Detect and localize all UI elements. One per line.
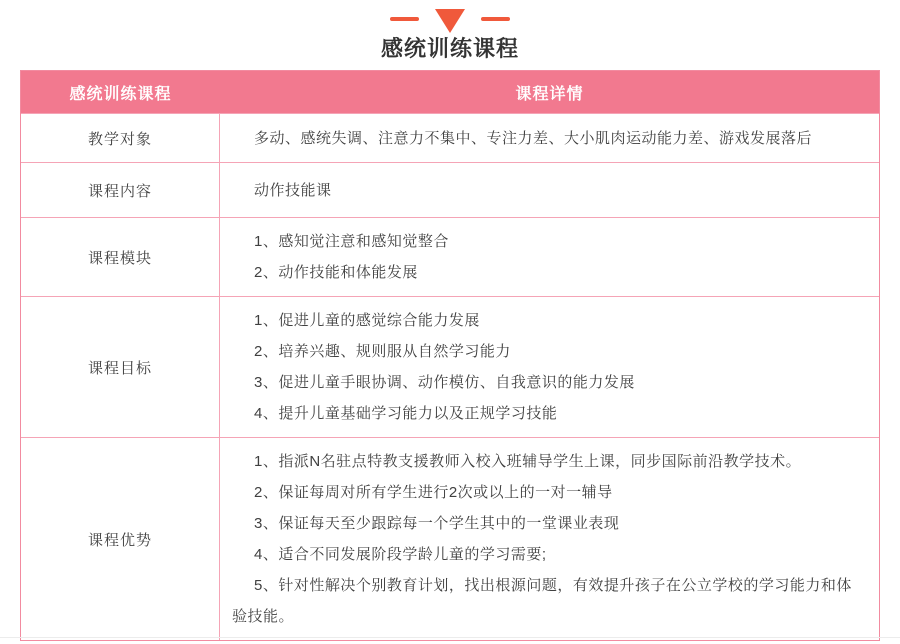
- dash-icon: [390, 17, 419, 21]
- table-row: [21, 296, 879, 437]
- table-header-details: 课程详情: [515, 85, 584, 103]
- content-line: 1、促进儿童的感觉综合能力发展: [254, 312, 480, 329]
- course-table-rows: [21, 113, 879, 640]
- row-content: [220, 114, 879, 162]
- row-content: [220, 218, 879, 296]
- content-line: 1、指派N名驻点特教支援教师入校入班辅导学生上课，同步国际前沿教学技术。: [254, 453, 802, 470]
- table-header-row: [21, 71, 879, 113]
- table-row: [21, 162, 879, 217]
- content-line: 4、适合不同发展阶段学龄儿童的学习需要;: [254, 546, 547, 563]
- row-label: 课程目标: [21, 297, 220, 437]
- row-label: 课程模块: [21, 218, 220, 296]
- content-line: 多动、感统失调、注意力不集中、专注力差、大小肌肉运动能力差、游戏发展落后: [254, 129, 813, 147]
- content-line: 5、针对性解决个别教育计划，找出根源问题，有效提升孩子在公立学校的学习能力和体验技能。: [232, 577, 852, 625]
- triangle-down-icon: [435, 9, 465, 33]
- content-line: 3、保证每天至少跟踪每一个学生其中的一堂课业表现: [254, 515, 620, 532]
- row-content: [220, 297, 879, 437]
- table-row: [21, 437, 879, 640]
- section-decor: [0, 0, 900, 28]
- dash-icon: [481, 17, 510, 21]
- row-label: 课程优势: [21, 438, 220, 640]
- row-label: 教学对象: [21, 114, 220, 162]
- row-content: [220, 163, 879, 217]
- row-label: 课程内容: [21, 163, 220, 217]
- content-line: 3、促进儿童手眼协调、动作模仿、自我意识的能力发展: [254, 374, 635, 391]
- content-line: 2、保证每周对所有学生进行2次或以上的一对一辅导: [254, 484, 613, 501]
- row-content: [220, 438, 879, 640]
- content-line: 2、动作技能和体能发展: [254, 264, 418, 281]
- bottom-divider: [0, 637, 900, 638]
- content-line: 2、培养兴趣、规则服从自然学习能力: [254, 343, 511, 360]
- table-row: [21, 217, 879, 296]
- content-line: 动作技能课: [254, 181, 332, 199]
- table-row: [21, 113, 879, 162]
- content-line: 1、感知觉注意和感知觉整合: [254, 233, 449, 250]
- course-table: [20, 70, 880, 641]
- page-title: 感统训练课程: [380, 36, 519, 61]
- content-line: 4、提升儿童基础学习能力以及正规学习技能: [254, 405, 558, 422]
- table-header-course: 感统训练课程: [69, 85, 172, 103]
